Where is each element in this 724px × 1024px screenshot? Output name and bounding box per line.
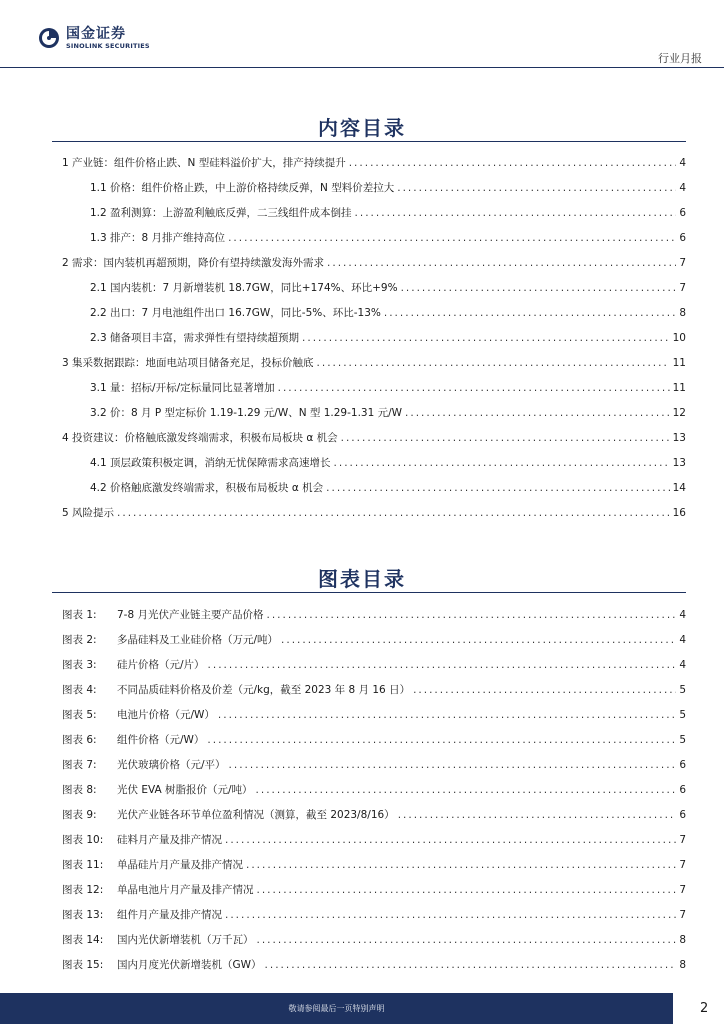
toc-entry-2[interactable]: 2 需求：国内装机再超预期，降价有望持续激发海外需求 ..... 7 — [62, 256, 686, 270]
toc-entry-1-3[interactable]: 1.3 排产：8 月排产维持高位 ..... 6 — [90, 231, 686, 245]
toc-entry-2-1[interactable]: 2.1 国内装机：7 月新增装机 18.7GW，同比+174%、环比+9% ..... 7 — [90, 281, 686, 295]
sinolink-logo-icon — [38, 27, 60, 49]
company-logo — [38, 27, 150, 50]
figures-title-divider — [52, 592, 686, 593]
figure-entry-15[interactable]: 图表 15: 国内月度光伏新增装机（GW） ..... 8 — [62, 958, 686, 972]
figure-entry-3[interactable]: 图表 3: 硅片价格（元/片） ..... 4 — [62, 658, 686, 672]
toc-entry-5[interactable]: 5 风险提示 ..... 16 — [62, 506, 686, 520]
report-type-label: 行业月报 — [658, 52, 702, 65]
toc-entry-1-2[interactable]: 1.2 盈利测算：上游盈利触底反弹，二三线组件成本倒挂 ..... 6 — [90, 206, 686, 220]
toc-entry-1[interactable]: 1 产业链：组件价格止跌、N 型硅料溢价扩大，排产持续提升 ..... 4 — [62, 156, 686, 170]
toc-entry-3-1[interactable]: 3.1 量：招标/开标/定标量同比显著增加 ..... 11 — [90, 381, 686, 395]
figure-entry-2[interactable]: 图表 2: 多晶硅料及工业硅价格（万元/吨） ..... 4 — [62, 633, 686, 647]
toc-entry-3-2[interactable]: 3.2 价：8 月 P 型定标价 1.19-1.29 元/W、N 型 1.29-1.31 元/W ..... 12 — [90, 406, 686, 420]
figure-entry-1[interactable]: 图表 1: 7-8 月光伏产业链主要产品价格 ..... 4 — [62, 608, 686, 622]
contents-title-divider — [52, 141, 686, 142]
contents-title: 内容目录 — [318, 116, 406, 140]
figure-entry-7[interactable]: 图表 7: 光伏玻璃价格（元/平） ..... 6 — [62, 758, 686, 772]
figure-entry-9[interactable]: 图表 9: 光伏产业链各环节单位盈利情况（测算，截至 2023/8/16） ..... 6 — [62, 808, 686, 822]
logo-chinese-name: 国金证券 — [66, 26, 126, 42]
page-header — [0, 0, 724, 68]
header-divider — [0, 67, 724, 68]
page-number: 2 — [700, 1001, 709, 1016]
toc-entry-4-1[interactable]: 4.1 顶层政策积极定调，消纳无忧保障需求高速增长 ..... 13 — [90, 456, 686, 470]
toc-entry-4[interactable]: 4 投资建议：价格触底激发终端需求，积极布局板块 α 机会 ..... 13 — [62, 431, 686, 445]
toc-entry-2-2[interactable]: 2.2 出口：7 月电池组件出口 16.7GW，同比-5%、环比-13% ..... 8 — [90, 306, 686, 320]
figure-entry-11[interactable]: 图表 11: 单晶硅片月产量及排产情况 ..... 7 — [62, 858, 686, 872]
figure-entry-4[interactable]: 图表 4: 不同品质硅料价格及价差（元/kg，截至 2023 年 8 月 16 日） ..... 5 — [62, 683, 686, 697]
figure-entry-8[interactable]: 图表 8: 光伏 EVA 树脂报价（元/吨） ..... 6 — [62, 783, 686, 797]
toc-entry-1-1[interactable]: 1.1 价格：组件价格止跌，中上游价格持续反弹，N 型料价差拉大 ..... 4 — [90, 181, 686, 195]
figure-entry-13[interactable]: 图表 13: 组件月产量及排产情况 ..... 7 — [62, 908, 686, 922]
footer-bar — [0, 993, 673, 1024]
toc-entry-4-2[interactable]: 4.2 价格触底激发终端需求，积极布局板块 α 机会 ..... 14 — [90, 481, 686, 495]
toc-entry-2-3[interactable]: 2.3 储备项目丰富，需求弹性有望持续超预期 ..... 10 — [90, 331, 686, 345]
figure-entry-10[interactable]: 图表 10: 硅料月产量及排产情况 ..... 7 — [62, 833, 686, 847]
figures-title: 图表目录 — [318, 567, 406, 591]
footer-disclaimer-note: 敬请参阅最后一页特别声明 — [288, 1004, 385, 1013]
figure-entry-5[interactable]: 图表 5: 电池片价格（元/W） ..... 5 — [62, 708, 686, 722]
toc-entry-3[interactable]: 3 集采数据跟踪：地面电站项目储备充足，投标价触底 ..... 11 — [62, 356, 686, 370]
figure-entry-12[interactable]: 图表 12: 单晶电池片月产量及排产情况 ..... 7 — [62, 883, 686, 897]
logo-english-name: SINOLINK SECURITIES — [66, 42, 150, 50]
figure-entry-6[interactable]: 图表 6: 组件价格（元/W） ..... 5 — [62, 733, 686, 747]
figure-entry-14[interactable]: 图表 14: 国内光伏新增装机（万千瓦） ..... 8 — [62, 933, 686, 947]
